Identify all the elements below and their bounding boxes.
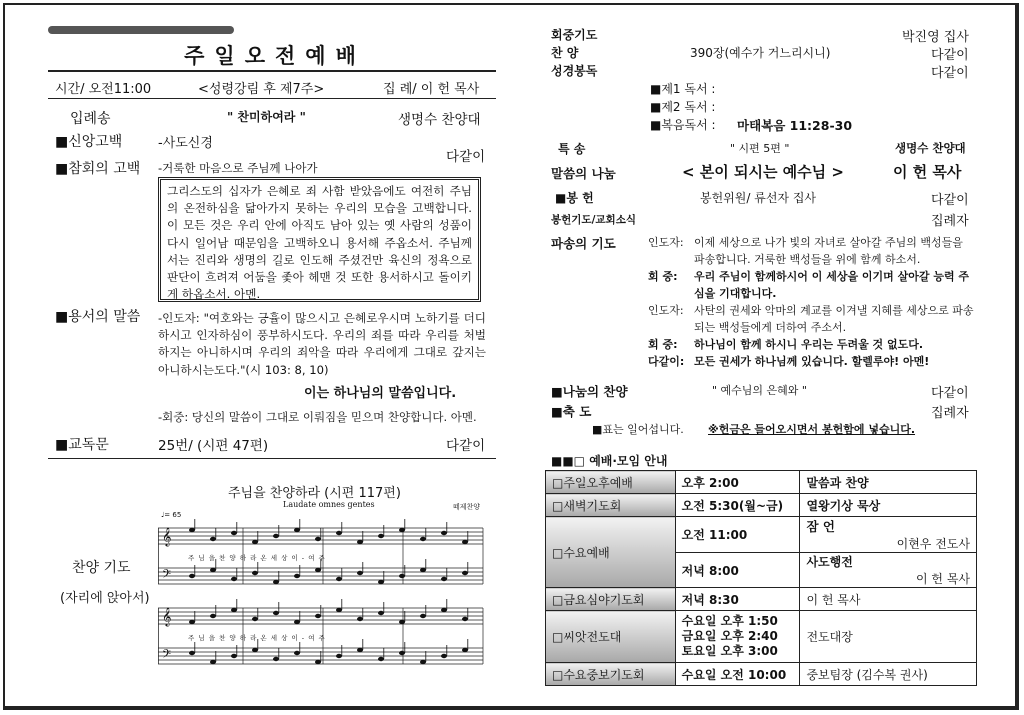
note-head bbox=[273, 611, 279, 615]
note-head bbox=[315, 537, 321, 541]
note-head bbox=[336, 654, 342, 658]
note-head bbox=[189, 574, 195, 578]
sheet-subtitle: Laudate omnes gentes bbox=[283, 500, 375, 509]
hymn-prayer-label: 찬양 기도 bbox=[72, 560, 131, 576]
sending-label: 파송의 기도 bbox=[551, 236, 616, 251]
officiant: 집 례/ 이 헌 목사 bbox=[383, 82, 480, 97]
score-staves bbox=[158, 480, 488, 680]
special-label: 특 송 bbox=[558, 142, 586, 156]
entrance-by: 생명수 찬양대 bbox=[398, 112, 481, 128]
note-head bbox=[315, 614, 321, 618]
note-head bbox=[336, 577, 342, 581]
note-head bbox=[420, 614, 426, 618]
note-head bbox=[462, 540, 468, 544]
offering-who: 다같이 bbox=[931, 193, 969, 208]
schedule-time: 수요일 오전 10:00 bbox=[675, 663, 800, 686]
forgiveness-leader: -인도자: "여호와는 긍휼이 많으시고 은혜로우시며 노하기를 더디 하시고 인자하심이 풍부하시도다. 우리의 죄를 따라 우리를 처벌하지는 아니하시며 우리의 죄악을 따라 우리에게 그대로 갚지는 아니하시는도다."(시 103: 8, 10) bbox=[158, 311, 486, 377]
schedule-note-title: 사도행전 bbox=[806, 555, 853, 569]
section-rule bbox=[48, 458, 496, 459]
faith-label: ■신앙고백 bbox=[55, 134, 123, 150]
service-title: 주일오전예배 bbox=[184, 44, 366, 68]
special-who: 생명수 찬양대 bbox=[895, 141, 966, 155]
forgiveness-label: ■용서의 말씀 bbox=[55, 309, 141, 325]
note-head bbox=[399, 620, 405, 624]
note-head bbox=[441, 654, 447, 658]
sermon-who: 이 헌 목사 bbox=[893, 163, 962, 181]
sheet-lyrics-1: 주 님 을 찬 양 하 라 온 세 상 이 - 여 주 bbox=[188, 554, 326, 562]
schedule-title: ■■□ 예배·모임 안내 bbox=[551, 454, 668, 468]
schedule-note-title: 잠 언 bbox=[806, 519, 835, 534]
forgiveness-closing: 이는 하나님의 말씀입니다. bbox=[304, 386, 457, 401]
note-head bbox=[252, 648, 258, 652]
gospel-text: 마태복음 11:28-30 bbox=[737, 118, 853, 133]
schedule-time: 저녁 8:00 bbox=[675, 553, 800, 588]
offering-text: 봉헌위원/ 류선자 집사 bbox=[700, 191, 817, 205]
offering-label: ■봉 헌 bbox=[555, 191, 594, 205]
sending-line-4: 회 중: 하나님이 함께 하시니 우리는 두려울 것 없도다. bbox=[648, 338, 924, 351]
table-row bbox=[546, 611, 977, 663]
note-head bbox=[462, 617, 468, 621]
reading-2: ■제2 독서 : bbox=[650, 100, 716, 114]
note-head bbox=[294, 620, 300, 624]
gospel-label: ■복음독서 : bbox=[650, 118, 716, 132]
sharing-song-who: 다같이 bbox=[931, 386, 969, 401]
schedule-name: □주일오후예배 bbox=[546, 471, 676, 494]
note-head bbox=[273, 657, 279, 661]
schedule-table bbox=[545, 470, 977, 686]
forgiveness-congregation: -회중: 당신의 말씀이 그대로 이뤄짐을 믿으며 찬양합니다. 아멘. bbox=[158, 410, 477, 424]
note-head bbox=[441, 531, 447, 535]
sheet-lyrics-2: 주 님 을 찬 양 하 라 온 세 상 이 - 여 주 bbox=[188, 634, 326, 642]
entrance-label: 입례송 bbox=[70, 111, 111, 127]
note-head bbox=[210, 660, 216, 664]
note-head bbox=[252, 571, 258, 575]
standing-notice: ■표는 일어섭니다. bbox=[592, 423, 684, 436]
sheet-title: 주님을 찬양하라 (시편 117편) bbox=[228, 486, 401, 501]
note-head bbox=[357, 648, 363, 652]
title-rule bbox=[48, 70, 496, 72]
congregation-prayer-label: 회중기도 bbox=[551, 28, 598, 42]
note-head bbox=[462, 571, 468, 575]
service-time: 시간/ 오전11:00 bbox=[55, 82, 152, 97]
note-head bbox=[420, 537, 426, 541]
sharing-song-text: " 예수님의 은혜와 " bbox=[712, 384, 807, 397]
sending-line-2: 회 중: 우리 주님이 함께하시어 이 세상을 이기며 살아갈 능력 주심을 기대합니다. bbox=[648, 270, 970, 300]
schedule-name: □씨앗전도대 bbox=[546, 611, 676, 663]
note-head bbox=[462, 648, 468, 652]
note-head bbox=[357, 617, 363, 621]
schedule-time: 오전 11:00 bbox=[675, 517, 800, 553]
note-head bbox=[399, 651, 405, 655]
sheet-credit: 떼제찬양 bbox=[453, 503, 481, 511]
note-head bbox=[399, 528, 405, 532]
schedule-note-person: 이현우 전도사 bbox=[896, 537, 970, 551]
note-head bbox=[357, 540, 363, 544]
note-head bbox=[189, 620, 195, 624]
note-head bbox=[210, 537, 216, 541]
special-text: " 시편 5편 " bbox=[730, 142, 790, 155]
note-head bbox=[378, 580, 384, 584]
note-head bbox=[189, 528, 195, 532]
note-head bbox=[378, 611, 384, 615]
benediction-label: ■축 도 bbox=[551, 404, 592, 419]
note-head bbox=[357, 571, 363, 575]
note-head bbox=[420, 660, 426, 664]
liturgical-season: <성령강림 후 제7주> bbox=[198, 82, 325, 97]
table-row bbox=[546, 494, 977, 517]
schedule-time: 저녁 8:30 bbox=[675, 588, 800, 611]
schedule-note: 전도대장 bbox=[800, 611, 977, 663]
sending-line-1: 인도자: 이제 세상으로 나가 빛의 자녀로 살아갈 주님의 백성들을 파송합니다. 거룩한 백성들을 위에 함께 하소서. bbox=[648, 236, 963, 266]
responsive-who: 다같이 bbox=[446, 438, 486, 454]
header-bar bbox=[48, 26, 234, 34]
note-head bbox=[336, 531, 342, 535]
faith-who: 다같이 bbox=[446, 149, 486, 165]
header-rule bbox=[48, 98, 496, 99]
schedule-time: 오전 5:30(월~금) bbox=[675, 494, 800, 517]
note-head bbox=[294, 528, 300, 532]
benediction-who: 집례자 bbox=[931, 406, 969, 421]
note-head bbox=[315, 660, 321, 664]
schedule-note: 중보팀장 (김수복 권사) bbox=[800, 663, 977, 686]
schedule-note-person: 이 헌 목사 bbox=[916, 572, 970, 586]
sermon-title: < 본이 되시는 예수님 > bbox=[682, 163, 844, 181]
sheet-tempo: ♩= 65 bbox=[161, 511, 182, 519]
note-head bbox=[273, 534, 279, 538]
reading-1: ■제1 독서 : bbox=[650, 82, 716, 96]
schedule-time: 수요일 오후 1:50 금요일 오후 2:40 토요일 오후 3:00 bbox=[675, 611, 800, 663]
schedule-time: 오후 2:00 bbox=[675, 471, 800, 494]
note-head bbox=[189, 651, 195, 655]
note-head bbox=[252, 540, 258, 544]
svg-text:𝄞: 𝄞 bbox=[162, 607, 172, 626]
entrance-song: " 찬미하여라 " bbox=[227, 110, 306, 124]
note-head bbox=[210, 568, 216, 572]
svg-text:𝄢: 𝄢 bbox=[162, 568, 172, 584]
sharing-song-label: ■나눔의 찬양 bbox=[551, 384, 628, 399]
table-row bbox=[546, 517, 977, 553]
hymn-label: 찬 양 bbox=[551, 46, 579, 60]
note-head bbox=[441, 608, 447, 612]
sending-line-3: 인도자: 사탄의 권세와 악마의 계교를 이겨낼 지혜를 세상으로 파송되는 백성들에게 더하여 주소서. bbox=[648, 304, 974, 334]
note-head bbox=[231, 608, 237, 612]
svg-text:𝄞: 𝄞 bbox=[162, 527, 172, 546]
repentance-intro: -거룩한 마음으로 주님께 나아가 bbox=[158, 161, 318, 175]
note-head bbox=[273, 580, 279, 584]
responsive-text: 25번/ (시편 47편) bbox=[158, 438, 269, 454]
repentance-label: ■참회의 고백 bbox=[55, 161, 141, 177]
offering-prayer-label: 봉헌기도/교회소식 bbox=[551, 214, 636, 226]
schedule-note: 열왕기상 묵상 bbox=[800, 494, 977, 517]
note-head bbox=[252, 617, 258, 621]
note-head bbox=[231, 577, 237, 581]
note-head bbox=[336, 608, 342, 612]
hymn-text: 390장(예수가 거느리시니) bbox=[690, 46, 831, 60]
schedule-name: □금요심야기도회 bbox=[546, 588, 676, 611]
note-head bbox=[441, 577, 447, 581]
hymn-prayer-sub: (자리에 앉아서) bbox=[60, 591, 150, 606]
scripture-label: 성경봉독 bbox=[551, 64, 598, 78]
congregation-prayer-who: 박진영 집사 bbox=[902, 30, 969, 45]
scripture-who: 다같이 bbox=[931, 66, 969, 81]
schedule-note: 말씀과 찬양 bbox=[800, 471, 977, 494]
note-head bbox=[294, 651, 300, 655]
note-head bbox=[210, 614, 216, 618]
repentance-prayer: 그리스도의 십자가 은혜로 죄 사함 받았음에도 여전히 주님의 온전하심을 닮아가지 못하는 우리의 모습을 고백합니다. 이 모든 것은 우리 안에 아직도 남아 있는 옛 사람의 성품이 다시 일어남 때문임을 고백하오니 용서해 주옵소서. 주님께서는 진리와 생명의 길로 인도해 주셨건만 육신의 정욕으로 판단이 흐려져 어둠을 좇아 헤맨 것 또한 용서하시고 돌이키게 하옵소서. 아멘. bbox=[158, 177, 481, 302]
schedule-note bbox=[800, 553, 977, 588]
note-head bbox=[315, 568, 321, 572]
offering-notice: ※헌금은 들어오시면서 봉헌함에 넣습니다. bbox=[708, 423, 916, 436]
note-head bbox=[378, 657, 384, 661]
note-head bbox=[420, 568, 426, 572]
schedule-name: □수요중보기도회 bbox=[546, 663, 676, 686]
schedule-name: □수요예배 bbox=[546, 517, 676, 588]
schedule-name: □새벽기도회 bbox=[546, 494, 676, 517]
note-head bbox=[294, 574, 300, 578]
table-row bbox=[546, 471, 977, 494]
faith-text: -사도신경 bbox=[158, 136, 213, 151]
svg-text:𝄢: 𝄢 bbox=[162, 648, 172, 664]
note-head bbox=[231, 531, 237, 535]
table-row bbox=[546, 588, 977, 611]
schedule-note: 이 헌 목사 bbox=[800, 588, 977, 611]
table-row bbox=[546, 663, 977, 686]
note-head bbox=[231, 654, 237, 658]
note-head bbox=[378, 534, 384, 538]
hymn-who: 다같이 bbox=[931, 48, 969, 63]
sheet-music bbox=[158, 480, 488, 680]
responsive-label: ■교독문 bbox=[55, 437, 109, 453]
offering-prayer-who: 집례자 bbox=[931, 214, 969, 229]
note-head bbox=[399, 574, 405, 578]
sermon-label: 말씀의 나눔 bbox=[551, 166, 616, 181]
sending-line-5: 다같이: 모든 권세가 하나님께 있습니다. 할렐루야! 아멘! bbox=[648, 355, 930, 368]
schedule-note bbox=[800, 517, 977, 553]
